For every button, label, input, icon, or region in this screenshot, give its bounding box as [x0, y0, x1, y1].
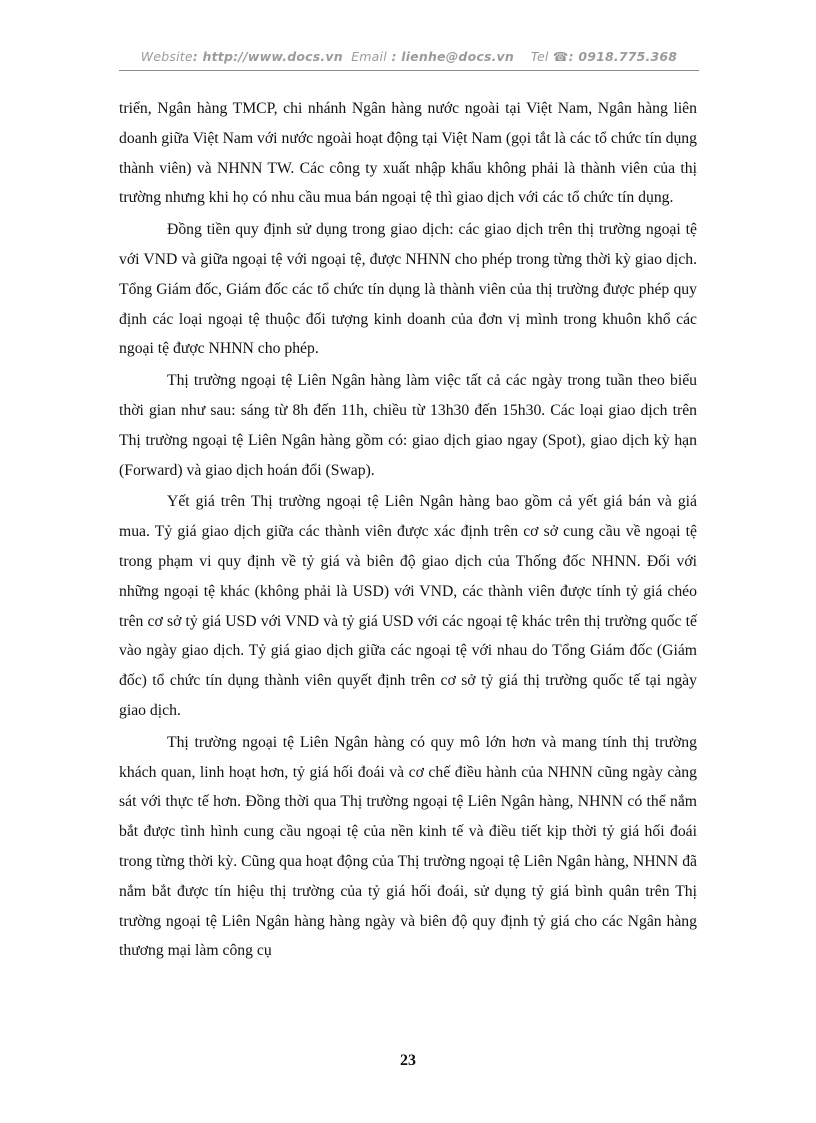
paragraph: Thị trường ngoại tệ Liên Ngân hàng làm việc tất cả các ngày trong tuần theo biểu thời gian như sau: sáng từ 8h đến 11h, chiều từ 13h30 đến 15h30. Các loại giao dịch trên Thị trường ngoại tệ Liên Ngân hàng gồm có: giao dịch giao ngay (Spot), giao dịch kỳ hạn (Forward) và giao dịch hoán đổi (Swap). [119, 372, 697, 479]
website-url[interactable]: http://www.docs.vn [202, 49, 343, 64]
paragraph: Yết giá trên Thị trường ngoại tệ Liên Ngân hàng bao gồm cả yết giá bán và giá mua. Tỷ giá giao dịch giữa các thành viên được xác định trên cơ sở cung cầu về ngoại tệ trong phạm vi quy định về tỷ giá và biên độ giao dịch của Thống đốc NHNN. Đối với những ngoại tệ khác (không phải là USD) với VND, các thành viên được tính tỷ giá chéo trên cơ sở tỷ giá USD với VND và tỷ giá USD với các ngoại tệ khác trên thị trường quốc tế vào ngày giao dịch. Tỷ giá giao dịch giữa các ngoại tệ với nhau do Tổng Giám đốc (Giám đốc) tổ chức tín dụng thành viên quyết định trên cơ sở tỷ giá thị trường quốc tế tại ngày giao dịch. [119, 493, 697, 719]
tel-label: Tel [530, 49, 549, 64]
paragraph: Đồng tiền quy định sử dụng trong giao dịch: các giao dịch trên thị trường ngoại tệ với VND và giữa ngoại tệ với ngoại tệ, được NHNN cho phép trong từng thời kỳ giao dịch. Tổng Giám đốc, Giám đốc các tổ chức tín dụng là thành viên của thị trường được phép quy định các loại ngoại tệ thuộc đối tượng kinh doanh của đơn vị mình trong khuôn khổ các ngoại tệ được NHNN cho phép. [119, 221, 697, 358]
paragraph-continuation: triển, Ngân hàng TMCP, chi nhánh Ngân hàng nước ngoài tại Việt Nam, Ngân hàng liên doanh giữa Việt Nam với nước ngoài hoạt động tại Việt Nam (gọi tắt là các tổ chức tín dụng thành viên) và NHNN TW. Các công ty xuất nhập khẩu không phải là thành viên của thị trường nhưng khi họ có nhu cầu mua bán ngoại tệ thì giao dịch với các tổ chức tín dụng. [119, 100, 697, 207]
tel-number: 0918.775.368 [578, 49, 678, 64]
website-label: Website [140, 49, 193, 64]
email-address[interactable]: lienhe@docs.vn [401, 49, 515, 64]
header-divider [119, 70, 699, 71]
email-label: Email [351, 49, 387, 64]
paragraph: Thị trường ngoại tệ Liên Ngân hàng có quy mô lớn hơn và mang tính thị trường khách quan, linh hoạt hơn, tỷ giá hối đoái và cơ chế điều hành của NHNN cũng ngày càng sát với thực tế hơn. Đồng thời qua Thị trường ngoại tệ Liên Ngân hàng, NHNN có thể nắm bắt được tình hình cung cầu ngoại tệ của nền kinh tế và điều tiết kịp thời tỷ giá hối đoái trong từng thời kỳ. Cũng qua hoạt động của Thị trường ngoại tệ Liên Ngân hàng, NHNN đã nắm bắt được tín hiệu thị trường của tỷ giá hối đoái, sử dụng tỷ giá bình quân trên Thị trường ngoại tệ Liên Ngân hàng hàng ngày và biên độ quy định tỷ giá cho các Ngân hàng thương mại làm công cụ [119, 733, 697, 960]
phone-icon: ☎ [552, 49, 569, 64]
page-header: Website: http://www.docs.vn Email : lienhe@docs.vn Tel ☎: 0918.775.368 [140, 49, 678, 64]
document-body [119, 94, 697, 968]
page-number: 23 [400, 1052, 416, 1069]
